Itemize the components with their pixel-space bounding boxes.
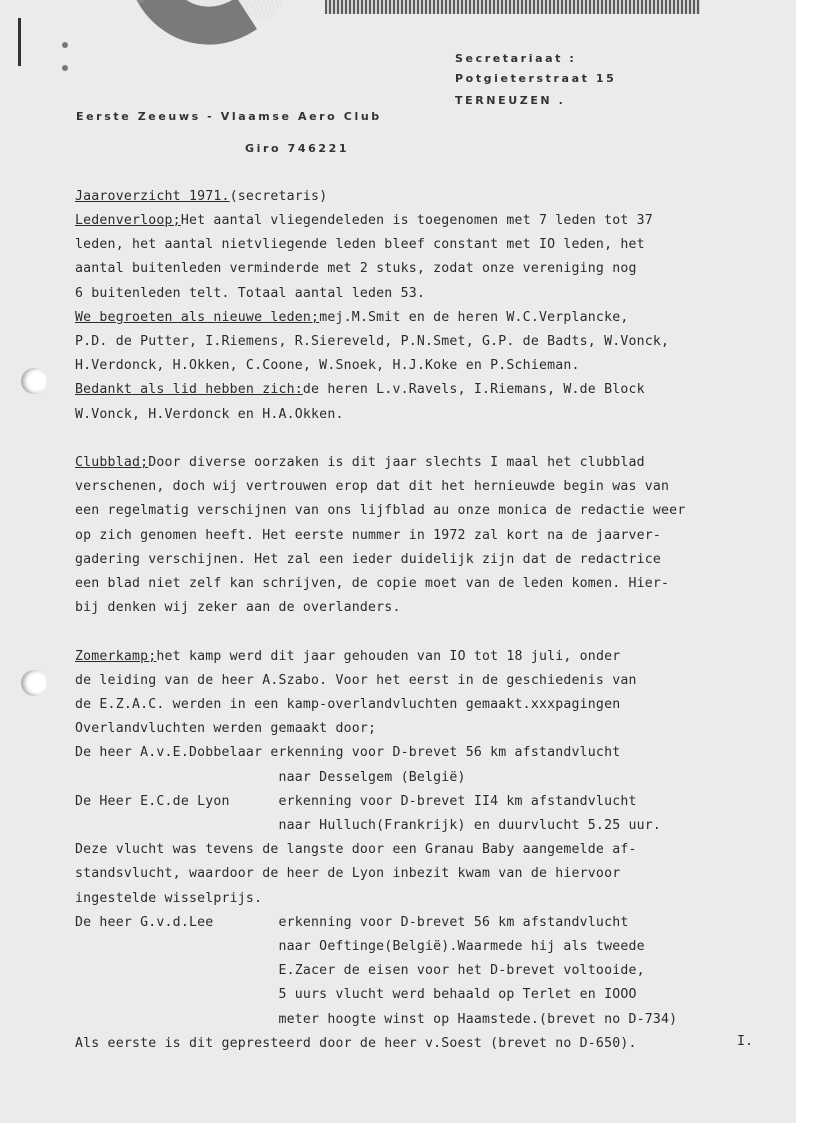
text-line	[75, 237, 645, 253]
line-text: standsvlucht, waardoor de heer de Lyon inbezit kwam van de hiervoor	[75, 866, 621, 882]
giro-number: Giro 746221	[245, 142, 350, 155]
text-line	[75, 866, 620, 882]
report-title-suffix: (secretaris)	[229, 189, 328, 204]
line-text: de E.Z.A.C. werden in een kamp-overlandvluchten gemaakt.xxxpagingen	[75, 697, 621, 712]
line-text: De heer A.v.E.Dobbelaar erkenning voor D-brevet 56 km afstandvlucht	[75, 745, 621, 761]
line-text: de leiding van de heer A.Szabo. Voor het eerst in de geschiedenis van	[75, 672, 637, 688]
section-heading: Zomerkamp;	[75, 648, 157, 664]
text-line	[75, 261, 637, 277]
text-line	[75, 1036, 637, 1052]
club-logo-arc	[107, 0, 319, 61]
report-title	[75, 189, 327, 205]
line-text: bij denken wij zeker aan de overlanders.	[75, 600, 401, 616]
text-line	[75, 576, 669, 592]
text-line	[75, 721, 376, 737]
text-line	[75, 552, 661, 568]
line-text: op zich genomen heeft. Het eerste nummer in 1972 zal kort na de jaarver-	[75, 527, 662, 543]
text-line	[75, 818, 661, 834]
line-text: W.Vonck, H.Verdonck en H.A.Okken.	[75, 406, 344, 422]
line-text: het kamp werd dit jaar gehouden van IO tot 18 juli, onder	[156, 648, 621, 664]
text-line	[75, 310, 629, 326]
text-line	[75, 963, 645, 979]
secretariat-label: Secretariaat :	[455, 52, 577, 65]
text-line	[75, 600, 401, 616]
secretariat-street: Potgieterstraat 15	[455, 72, 617, 85]
line-text: Het aantal vliegendeleden is toegenomen met 7 leden tot 37	[180, 213, 653, 228]
page-number: I.	[737, 1034, 753, 1049]
text-line	[75, 479, 669, 495]
line-text: een blad niet zelf kan schrijven, de copie moet van de leden komen. Hier-	[75, 576, 670, 591]
line-text: meter hoogte winst op Haamstede.(brevet no D-734)	[75, 1011, 678, 1027]
text-line	[75, 891, 262, 907]
text-line	[75, 1012, 677, 1028]
margin-mark	[18, 18, 21, 66]
section-heading: We begroeten als nieuwe leden;	[75, 309, 320, 325]
line-text: verschenen, doch wij vertrouwen erop dat dit het hernieuwde begin was van	[75, 479, 670, 495]
punch-hole	[21, 670, 47, 696]
section-heading: Ledenverloop;	[75, 213, 181, 228]
text-line	[75, 286, 425, 302]
text-line	[75, 334, 669, 350]
line-text: naar Desselgem (België)	[75, 769, 466, 785]
text-line	[75, 455, 645, 471]
text-line	[75, 842, 637, 858]
text-line	[75, 697, 620, 713]
text-line	[75, 794, 637, 810]
line-text: Als eerste is dit gepresteerd door de heer v.Soest (brevet no D-650).	[75, 1035, 637, 1051]
line-text: E.Zacer de eisen voor het D-brevet voltooide,	[75, 963, 645, 979]
text-line	[75, 503, 685, 519]
line-text: de heren L.v.Ravels, I.Riemans, W.de Block	[302, 382, 645, 398]
section-heading: Bedankt als lid hebben zich:	[75, 382, 303, 398]
text-line	[75, 649, 620, 665]
line-text: P.D. de Putter, I.Riemens, R.Siereveld, P.N.Smet, G.P. de Badts, W.Vonck,	[75, 334, 670, 349]
text-line	[75, 939, 645, 955]
line-text: gadering verschijnen. Het zal een ieder duidelijk zijn dat de redactrice	[75, 551, 662, 567]
line-text: naar Hulluch(Frankrijk) en duurvlucht 5.25 uur.	[75, 818, 662, 833]
line-text: Deze vlucht was tevens de langste door een Granau Baby aangemelde af-	[75, 842, 637, 858]
text-line	[75, 407, 344, 423]
punch-hole	[21, 368, 47, 394]
line-text: naar Oeftinge(België).Waarmede hij als tweede	[75, 939, 645, 954]
text-line	[75, 382, 645, 398]
line-text: een regelmatig verschijnen van ons lijfblad au onze monica de redactie weer	[75, 503, 686, 519]
line-text: leden, het aantal nietvliegende leden bleef constant met IO leden, het	[75, 237, 645, 253]
text-line	[75, 745, 620, 761]
line-text: H.Verdonck, H.Okken, C.Coone, W.Snoek, H.J.Koke en P.Schieman.	[75, 358, 580, 374]
line-text: 6 buitenleden telt. Totaal aantal leden 53.	[75, 285, 426, 301]
text-line	[75, 213, 653, 229]
text-line	[75, 358, 580, 374]
line-text: ingestelde wisselprijs.	[75, 890, 263, 906]
letterhead-stripe	[325, 0, 700, 14]
text-line	[75, 915, 629, 931]
ink-dot	[62, 42, 68, 48]
line-text: Door diverse oorzaken is dit jaar slechts I maal het clubblad	[148, 455, 645, 470]
page-edge	[796, 0, 816, 1123]
line-text: mej.M.Smit en de heren W.C.Verplancke,	[319, 309, 629, 325]
line-text: De Heer E.C.de Lyon erkenning voor D-brevet II4 km afstandvlucht	[75, 793, 637, 809]
line-text: 5 uurs vlucht werd behaald op Terlet en IOOO	[75, 987, 637, 1003]
section-heading: Clubblad;	[75, 455, 149, 470]
line-text: aantal buitenleden verminderde met 2 stuks, zodat onze vereniging nog	[75, 261, 637, 277]
club-name: Eerste Zeeuws - Vlaamse Aero Club	[76, 110, 382, 123]
report-title-main: Jaaroverzicht 1971.	[75, 189, 230, 204]
text-line	[75, 528, 661, 544]
ink-dot	[62, 65, 68, 71]
text-line	[75, 673, 637, 689]
text-line	[75, 987, 637, 1003]
line-text: De heer G.v.d.Lee erkenning voor D-brevet 56 km afstandvlucht	[75, 914, 629, 930]
secretariat-city: TERNEUZEN .	[455, 94, 566, 107]
text-line	[75, 770, 466, 786]
line-text: Overlandvluchten werden gemaakt door;	[75, 721, 377, 737]
